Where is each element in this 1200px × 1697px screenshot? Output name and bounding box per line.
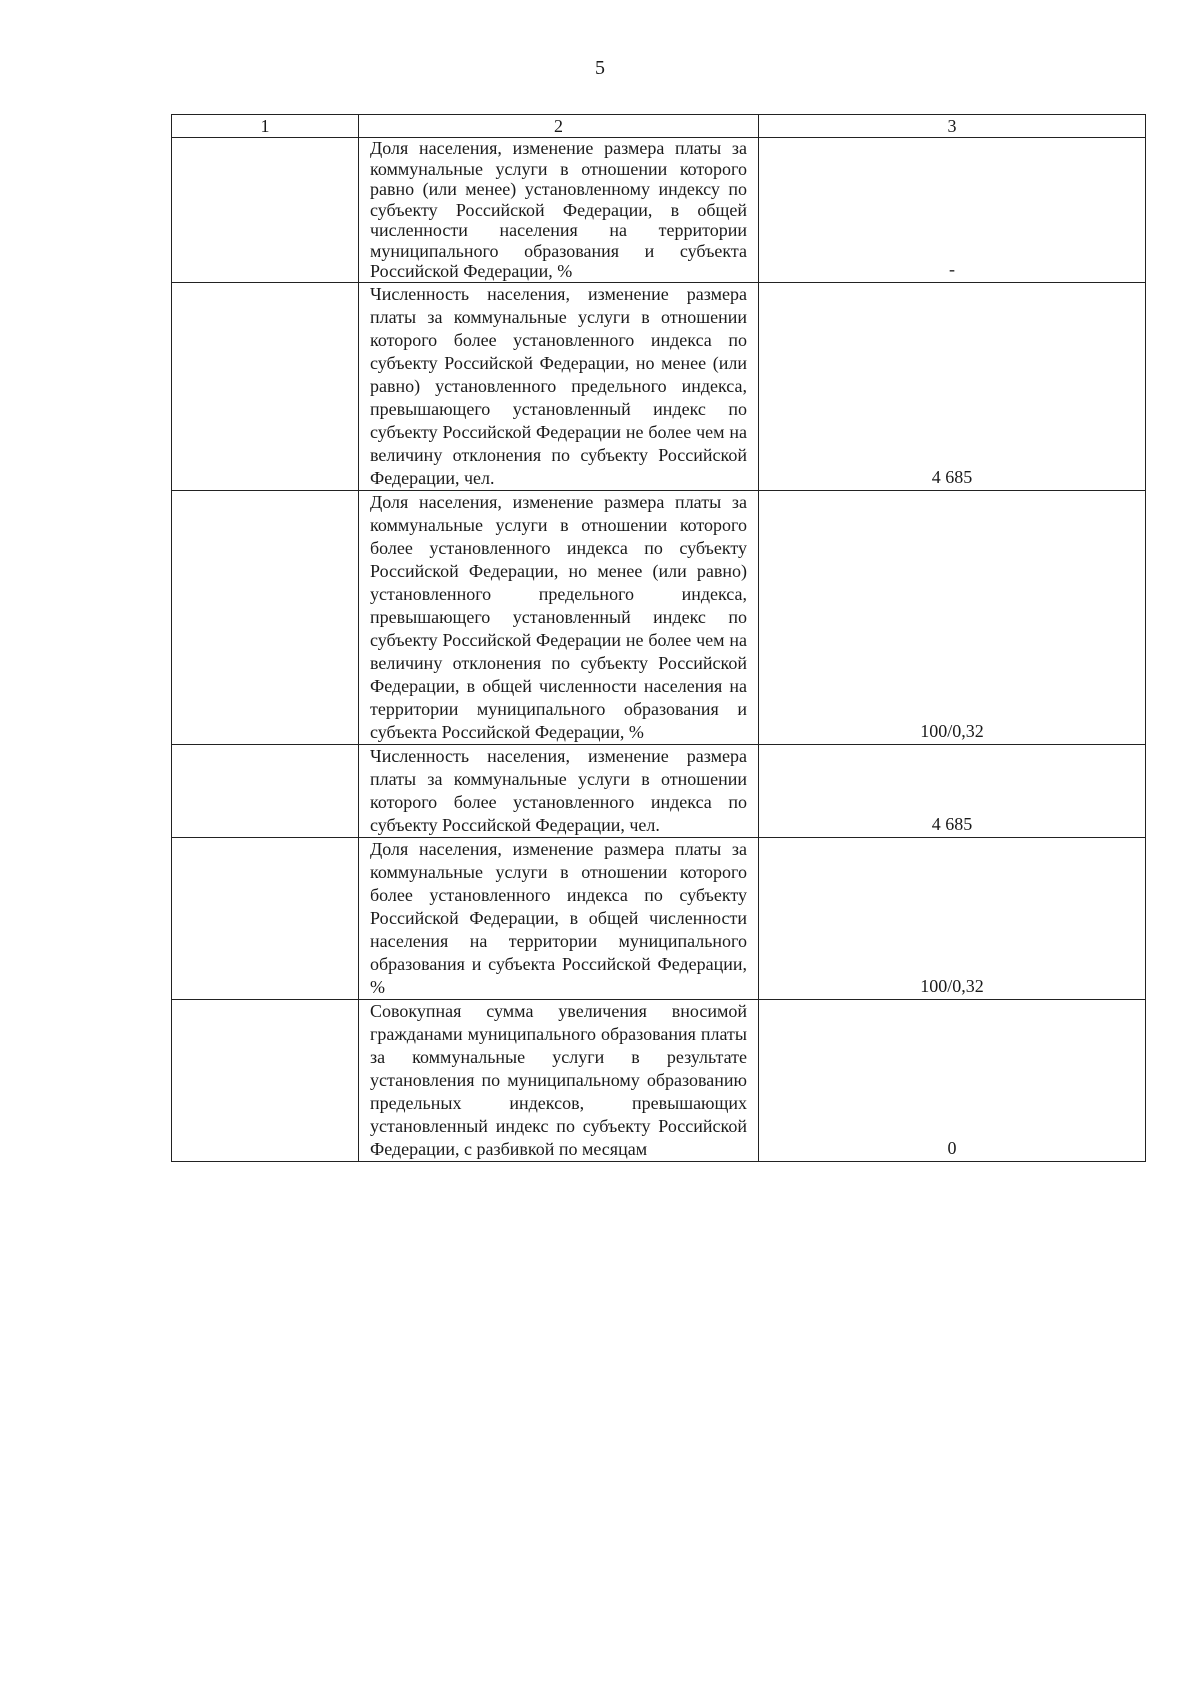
row-first-cell [172, 282, 359, 490]
indicator-description: Доля населения, изменение размера платы за коммунальные услуги в отношении которого более установленного индекса по субъекту Российской Федерации, но менее (или равно) установленного предельного индекса, превышающего установленный индекс по субъекту Российской Федерации не более чем на величину отклонения по субъекту Российской Федерации, в общей численности населения на территории муниципального образования и субъекта Российской Федерации, % [359, 490, 759, 744]
table-body [172, 138, 1146, 1162]
indicator-value: 100/0,32 [759, 837, 1146, 999]
table-row [172, 837, 1146, 999]
table-row [172, 282, 1146, 490]
row-first-cell [172, 744, 359, 837]
row-first-cell [172, 837, 359, 999]
row-first-cell [172, 490, 359, 744]
page-number: 5 [595, 57, 605, 79]
indicators-table [171, 114, 1146, 1162]
table-header-row [172, 115, 1146, 138]
row-first-cell [172, 138, 359, 283]
column-header-3: 3 [759, 115, 1146, 138]
table-row [172, 490, 1146, 744]
indicator-value: 100/0,32 [759, 490, 1146, 744]
indicator-value: 4 685 [759, 744, 1146, 837]
indicator-description: Совокупная сумма увеличения вносимой гражданами муниципального образования платы за коммунальные услуги в результате установления по муниципальному образованию предельных индексов, превышающих установленный индекс по субъекту Российской Федерации, с разбивкой по месяцам [359, 999, 759, 1161]
table-row [172, 999, 1146, 1161]
table-header [172, 115, 1146, 138]
table-row [172, 138, 1146, 283]
indicator-description: Численность населения, изменение размера платы за коммунальные услуги в отношении которого более установленного индекса по субъекту Российской Федерации, но менее (или равно) установленного предельного индекса, превышающего установленный индекс по субъекту Российской Федерации не более чем на величину отклонения по субъекту Российской Федерации, чел. [359, 282, 759, 490]
row-first-cell [172, 999, 359, 1161]
indicator-description: Доля населения, изменение размера платы за коммунальные услуги в отношении которого более установленного индекса по субъекту Российской Федерации, в общей численности населения на территории муниципального образования и субъекта Российской Федерации, % [359, 837, 759, 999]
indicator-value: - [759, 138, 1146, 283]
indicator-value: 0 [759, 999, 1146, 1161]
column-header-1: 1 [172, 115, 359, 138]
indicator-value: 4 685 [759, 282, 1146, 490]
indicator-description: Доля населения, изменение размера платы за коммунальные услуги в отношении которого равно (или менее) установленному индексу по субъекту Российской Федерации, в общей численности населения на территории муниципального образования и субъекта Российской Федерации, % [359, 138, 759, 283]
table-row [172, 744, 1146, 837]
column-header-2: 2 [359, 115, 759, 138]
indicator-description: Численность населения, изменение размера платы за коммунальные услуги в отношении которого более установленного индекса по субъекту Российской Федерации, чел. [359, 744, 759, 837]
